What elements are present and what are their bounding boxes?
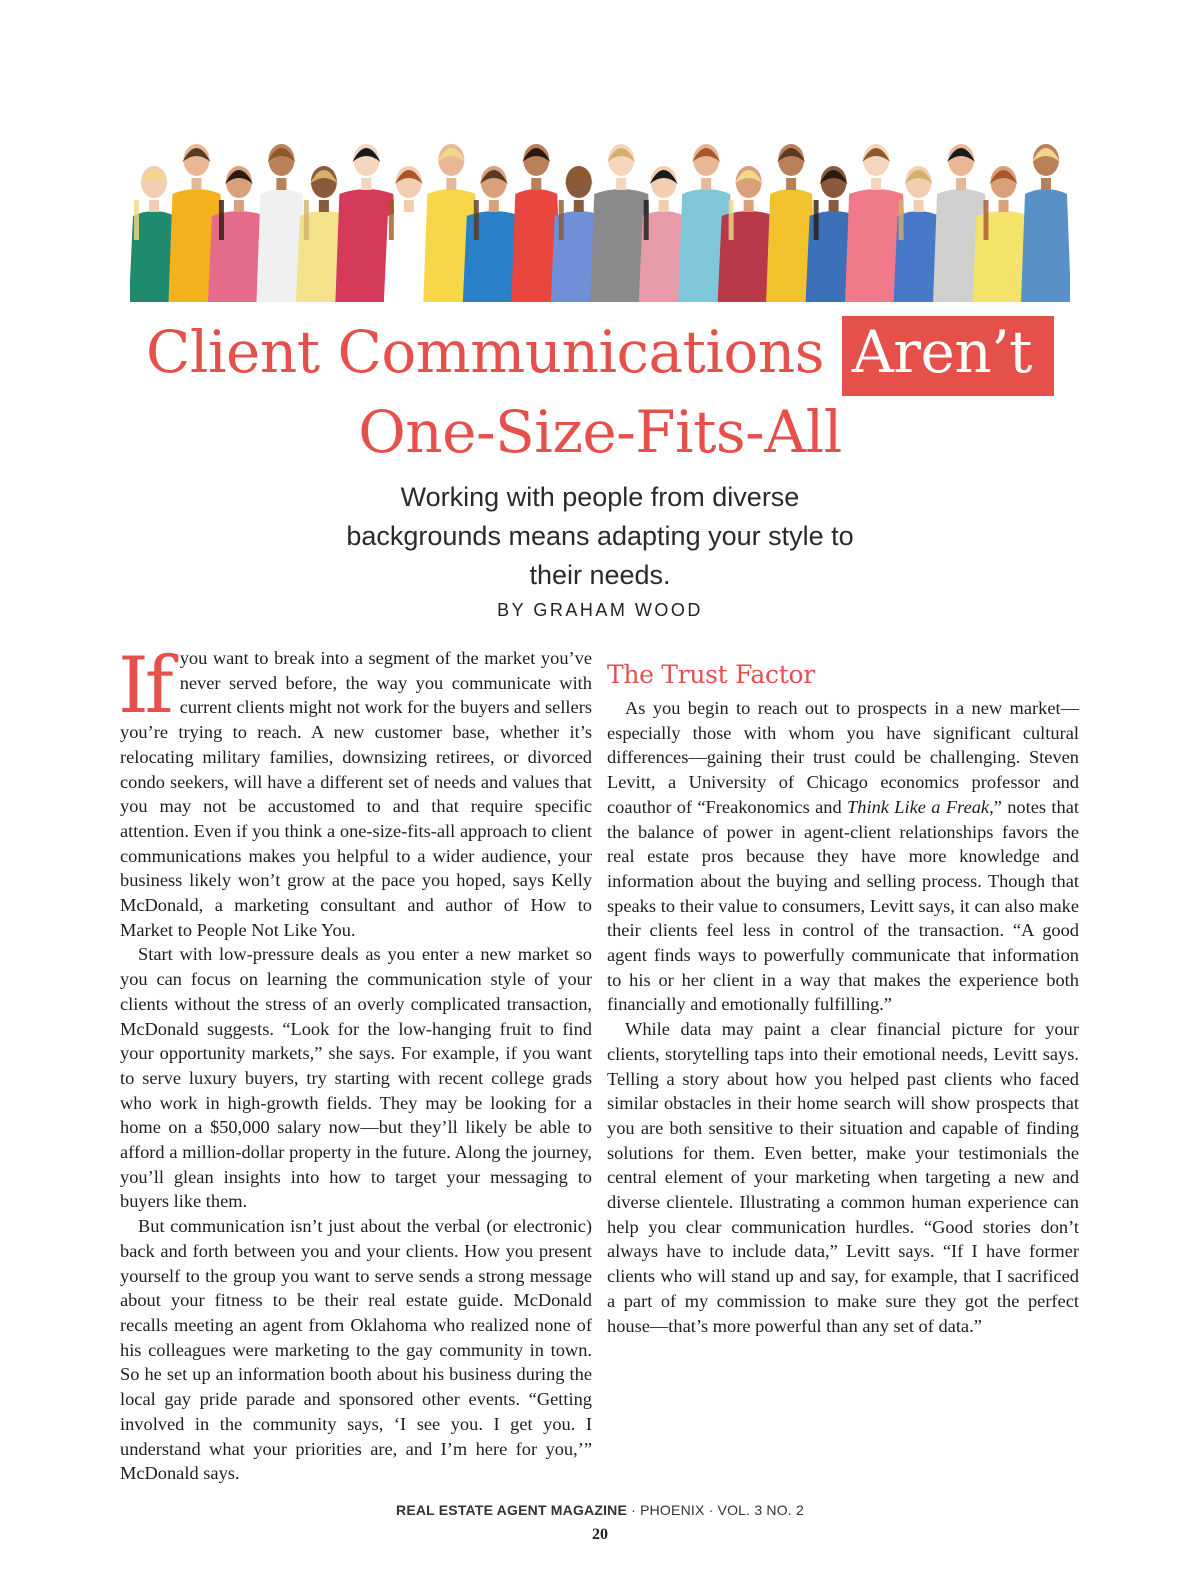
article-paragraph-4	[607, 696, 1079, 1017]
headline	[0, 316, 1200, 468]
drop-cap: If	[118, 641, 170, 731]
hero-photo-group-of-people	[130, 130, 1070, 302]
right-column-flow	[607, 658, 1079, 1338]
paragraph-4-text-a: As you begin to reach out to prospects in a new market—especially those with whom you have significant cultural differences—gaining their trust could be challenging. Steven Levitt, a University of Chicago economics professor and coauthor of “Freakonomics and	[607, 698, 1079, 817]
page-number: 20	[592, 1526, 608, 1543]
footer-magazine-name: REAL ESTATE AGENT MAGAZINE	[396, 1502, 628, 1518]
article-paragraph-5: While data may paint a clear financial picture for your clients, storytelling taps into their emotional needs, Levitt says. Telling a story about how you helped past clients who faced similar obstacles in their home search will show prospects that you are both sensitive to their situation and capable of finding solutions for them. Even better, make your testimonials the central element of your marketing when targeting a new and diverse clientele. Illustrating a common human experience can help you clear communication hurdles. “Good stories don’t always have to include data,” Levitt says. “If I have former clients who will stand up and say, for example, that I sacrificed a part of my commission to make sure they got the perfect house—that’s more powerful than any set of data.”	[607, 1019, 1079, 1336]
subtitle: Working with people from diverse backgrounds means adapting your style to their needs.	[346, 482, 854, 590]
byline: BY GRAHAM WOOD	[497, 600, 703, 620]
footer-issue-info: · PHOENIX · VOL. 3 NO. 2	[627, 1502, 804, 1518]
footer-masthead	[0, 1502, 1200, 1518]
headline-highlight-box: Aren’t	[842, 316, 1054, 396]
article-paragraph-1	[118, 641, 592, 942]
section-heading-trust-factor: The Trust Factor	[607, 660, 815, 689]
headline-plain-text: Client Communications	[146, 318, 824, 386]
book-title-italic: Think Like a Freak,	[847, 796, 994, 817]
article-column-right	[607, 646, 1079, 1338]
paragraph-4-text-b: ” notes that the balance of power in agent-client relationships favors the real estate pros because they have more knowledge and information about the buying and selling process. Though that speaks to their value to consumers, Levitt says, it can also make their clients feel less in control of the transaction. “A good agent finds ways to powerfully communicate that information to his or her client in a way that makes the experience both financially and emotionally fulfilling.”	[607, 796, 1079, 1015]
article-paragraph-2: Start with low-pressure deals as you enter a new market so you can focus on learning the communication style of your clients without the stress of an overly complicated transaction, McDonald suggests. “Look for the low-hanging fruit to find your opportunity markets,” she says. For example, if you want to serve luxury buyers, try starting with recent college grads who work in high-growth fields. They may be looking for a home on a $50,000 salary now—but they’ll likely be able to afford a million-dollar property in the future. Along the journey, you’ll glean insights into how to target your messaging to buyers like them.	[120, 944, 592, 1212]
article-paragraph-3: But communication isn’t just about the verbal (or electronic) back and forth between you and your clients. How you present yourself to the group you want to serve sends a strong message about your fitness to be their real estate guide. McDonald recalls meeting an agent from Oklahoma who realized none of his colleagues were marketing to the gay community in town. So he set up an information booth about his business during the local gay pride parade and sponsored other events. “Getting involved in the community says, ‘I see you. I get you. I understand what your priorities are, and I’m here for you,’” McDonald says.	[120, 1216, 592, 1484]
paragraph-1-text: you want to break into a segment of the market you’ve never served before, the way you communicate with current clients might not work for the buyers and sellers you’re trying to reach. A new customer base, whether it’s relocating military families, downsizing retirees, or divorced condo seekers, will have a different set of needs and values that you may not be accustomed to and that require specific attention. Even if you think a one-size-fits-all approach to client communications makes you helpful to a wider audience, your business likely won’t grow at the pace you hoped, says Kelly McDonald, a marketing consultant and author of How to Market to People Not Like You.	[120, 648, 592, 940]
article-column-left	[118, 641, 592, 1486]
headline-line-1	[0, 316, 1200, 396]
headline-line-2: One-Size-Fits-All	[358, 398, 842, 466]
